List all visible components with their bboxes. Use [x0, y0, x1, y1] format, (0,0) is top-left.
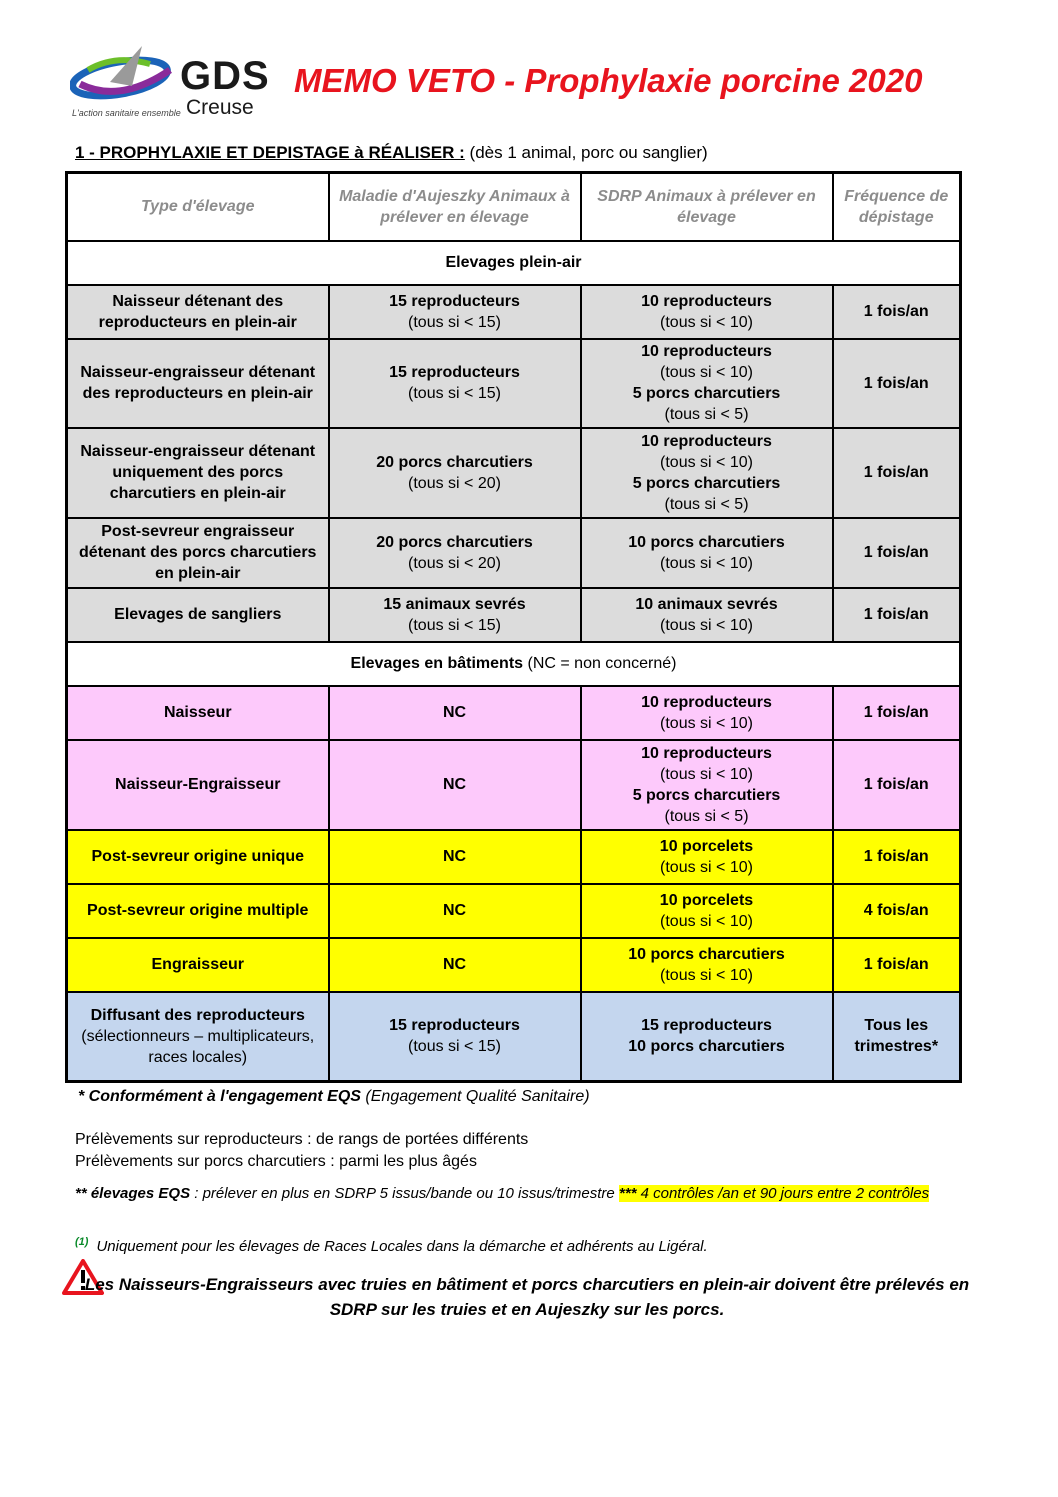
- value-bold: Diffusant des reproducteurs: [90, 1006, 305, 1024]
- cell-sdrp: [581, 428, 833, 518]
- note-eqs2-hl-bold: ***: [618, 1185, 637, 1202]
- table-header-row: [67, 173, 961, 241]
- cell-aujeszky: [329, 588, 581, 642]
- header-aujeszky: Maladie d'Aujeszky Animaux à prélever en élevage: [329, 173, 581, 241]
- section-row-plein-air: [67, 241, 961, 285]
- cell-sdrp: [581, 830, 833, 884]
- value-note: (tous si < 15): [408, 1038, 501, 1056]
- cell-sdrp: [581, 686, 833, 740]
- cell-type: Naisseur-Engraisseur: [67, 740, 329, 830]
- note-eqs2-hl-text: 4 contrôles /an et 90 jours entre 2 contrôles: [636, 1185, 930, 1202]
- note-races-text: Uniquement pour les élevages de Races Locales dans la démarche et adhérents au Ligéral.: [96, 1238, 708, 1255]
- header-type: Type d'élevage: [67, 173, 329, 241]
- section-batiments: [67, 642, 961, 686]
- value-note: (tous si < 10): [660, 313, 753, 331]
- table-row: [67, 884, 961, 938]
- cell-sdrp: [581, 740, 833, 830]
- section-plein-air: Elevages plein-air: [67, 241, 961, 285]
- value-bold: 10 porcs charcutiers: [628, 1038, 785, 1056]
- note-eqs2-highlight: [619, 1185, 929, 1202]
- cell-aujeszky: NC: [329, 830, 581, 884]
- section-batiments-label: Elevages en bâtiments: [350, 655, 524, 672]
- cell-aujeszky: [329, 518, 581, 588]
- value-bold: 15 reproducteurs: [389, 1017, 520, 1035]
- table-row: [67, 686, 961, 740]
- value-note: (tous si < 5): [664, 807, 749, 825]
- cell-type: Engraisseur: [67, 938, 329, 992]
- cell-type: Naisseur détenant des reproducteurs en plein-air: [67, 285, 329, 339]
- value-note: (tous si < 5): [664, 495, 749, 513]
- section-label: 1 - PROPHYLAXIE ET DEPISTAGE à RÉALISER :: [75, 143, 465, 162]
- value-bold: 20 porcs charcutiers: [376, 453, 533, 471]
- section-note: (dès 1 animal, porc ou sanglier): [464, 143, 708, 162]
- note-races-locales: [75, 1236, 708, 1255]
- cell-aujeszky: [329, 428, 581, 518]
- cell-type: Post-sevreur origine multiple: [67, 884, 329, 938]
- table-row: [67, 518, 961, 588]
- value-bold: 5 porcs charcutiers: [632, 474, 781, 492]
- cell-sdrp: [581, 518, 833, 588]
- logo-tagline: L'action sanitaire ensemble: [72, 108, 181, 118]
- cell-frequence: 4 fois/an: [833, 884, 961, 938]
- cell-frequence: 1 fois/an: [833, 339, 961, 428]
- cell-frequence: 1 fois/an: [833, 740, 961, 830]
- value-bold: 5 porcs charcutiers: [632, 786, 781, 804]
- section-batiments-note: (NC = non concerné): [523, 655, 677, 672]
- cell-aujeszky: [329, 339, 581, 428]
- gds-logo: [70, 40, 300, 120]
- section-heading: [75, 143, 708, 163]
- table-row: [67, 428, 961, 518]
- cell-type: [67, 992, 329, 1082]
- table-row: [67, 588, 961, 642]
- value-note: (tous si < 5): [664, 406, 749, 423]
- cell-sdrp: [581, 588, 833, 642]
- table-row: [67, 830, 961, 884]
- cell-frequence: 1 fois/an: [833, 588, 961, 642]
- value-bold: 10 reproducteurs: [641, 343, 772, 360]
- cell-frequence: 1 fois/an: [833, 830, 961, 884]
- table-row: [67, 938, 961, 992]
- value-note: (tous si < 20): [408, 474, 501, 492]
- value-note: (tous si < 10): [660, 453, 753, 471]
- note-races-mark: (1): [75, 1236, 89, 1248]
- note-eqs2-bold: ** élevages EQS: [75, 1185, 191, 1202]
- table-row: [67, 992, 961, 1082]
- header-frequence: Fréquence de dépistage: [833, 173, 961, 241]
- value-bold: 10 reproducteurs: [641, 744, 772, 762]
- table-row: [67, 339, 961, 428]
- value-bold: 10 porcelets: [659, 891, 754, 909]
- value-note: (tous si < 15): [408, 313, 501, 331]
- value-bold: 15 reproducteurs: [389, 364, 520, 381]
- note-eqs2-rest: : prélever en plus en SDRP 5 issus/bande ou 10 issus/trimestre: [190, 1185, 619, 1202]
- value-bold: 15 reproducteurs: [641, 1017, 772, 1035]
- value-note: (tous si < 15): [408, 616, 501, 634]
- value-note: (tous si < 10): [660, 765, 753, 783]
- value-note: (tous si < 10): [660, 364, 753, 381]
- page-title: MEMO VETO - Prophylaxie porcine 2020: [294, 62, 923, 99]
- cell-aujeszky: NC: [329, 884, 581, 938]
- value-bold: 10 porcelets: [659, 837, 754, 855]
- section-row-batiments: [67, 642, 961, 686]
- table-row: [67, 285, 961, 339]
- header-sdrp: SDRP Animaux à prélever en élevage: [581, 173, 833, 241]
- cell-sdrp: [581, 884, 833, 938]
- value-bold: 15 reproducteurs: [389, 292, 520, 310]
- value-bold: 10 porcs charcutiers: [628, 533, 785, 551]
- cell-sdrp: [581, 992, 833, 1082]
- value-note: (tous si < 10): [660, 858, 753, 876]
- note-prelev-repro: Prélèvements sur reproducteurs : de rangs de portées différents: [75, 1131, 529, 1148]
- value-note: (tous si < 10): [660, 554, 753, 572]
- cell-type: Naisseur: [67, 686, 329, 740]
- cell-aujeszky: NC: [329, 686, 581, 740]
- value-note: (tous si < 10): [660, 714, 753, 732]
- value-bold: 10 porcs charcutiers: [628, 945, 785, 963]
- value-bold: 10 animaux sevrés: [635, 595, 778, 613]
- logo-sub: Creuse: [186, 96, 254, 119]
- cell-type: Post-sevreur origine unique: [67, 830, 329, 884]
- cell-type: Naisseur-engraisseur détenant uniquement des porcs charcutiers en plein-air: [67, 428, 329, 518]
- prophylaxie-table: [65, 171, 962, 1083]
- cell-frequence: 1 fois/an: [833, 686, 961, 740]
- note-eqs-bold: * Conformément à l'engagement EQS: [78, 1088, 361, 1105]
- value-bold: 10 reproducteurs: [641, 693, 772, 711]
- cell-frequence: 1 fois/an: [833, 938, 961, 992]
- value-note: (tous si < 10): [660, 616, 753, 634]
- cell-type: Naisseur-engraisseur détenant des reproducteurs en plein-air: [67, 339, 329, 428]
- value-note: (sélectionneurs – multiplicateurs, races locales): [81, 1027, 315, 1066]
- cell-aujeszky: NC: [329, 938, 581, 992]
- table-row: [67, 740, 961, 830]
- cell-aujeszky: [329, 285, 581, 339]
- note-eqs-rest: (Engagement Qualité Sanitaire): [360, 1088, 590, 1105]
- cell-sdrp: [581, 285, 833, 339]
- value-bold: 20 porcs charcutiers: [376, 533, 533, 551]
- note-eqs-elevages: [75, 1181, 985, 1207]
- value-bold: 15 animaux sevrés: [383, 595, 526, 613]
- value-bold: 10 reproducteurs: [641, 432, 772, 450]
- cell-aujeszky: NC: [329, 740, 581, 830]
- cell-type: Elevages de sangliers: [67, 588, 329, 642]
- value-note: (tous si < 20): [408, 554, 501, 572]
- cell-frequence: 1 fois/an: [833, 428, 961, 518]
- value-note: (tous si < 15): [408, 385, 501, 402]
- value-bold: 5 porcs charcutiers: [632, 385, 781, 402]
- note-eqs: [78, 1088, 590, 1106]
- value-bold: 10 reproducteurs: [641, 292, 772, 310]
- cell-frequence: 1 fois/an: [833, 285, 961, 339]
- cell-frequence: Tous les trimestres*: [833, 992, 961, 1082]
- cell-sdrp: [581, 938, 833, 992]
- note-prelev-porcs: Prélèvements sur porcs charcutiers : parmi les plus âgés: [75, 1153, 477, 1170]
- value-note: (tous si < 10): [660, 966, 753, 984]
- cell-type: Post-sevreur engraisseur détenant des porcs charcutiers en plein-air: [67, 518, 329, 588]
- value-note: (tous si < 10): [660, 912, 753, 930]
- cell-sdrp: [581, 339, 833, 428]
- cell-aujeszky: [329, 992, 581, 1082]
- note-warning: Les Naisseurs-Engraisseurs avec truies en bâtiment et porcs charcutiers en plein-air doivent être prélevés en SDRP sur les truies et en Aujeszky sur les porcs.: [84, 1275, 970, 1319]
- cell-frequence: 1 fois/an: [833, 518, 961, 588]
- logo-brand: GDS: [180, 54, 270, 98]
